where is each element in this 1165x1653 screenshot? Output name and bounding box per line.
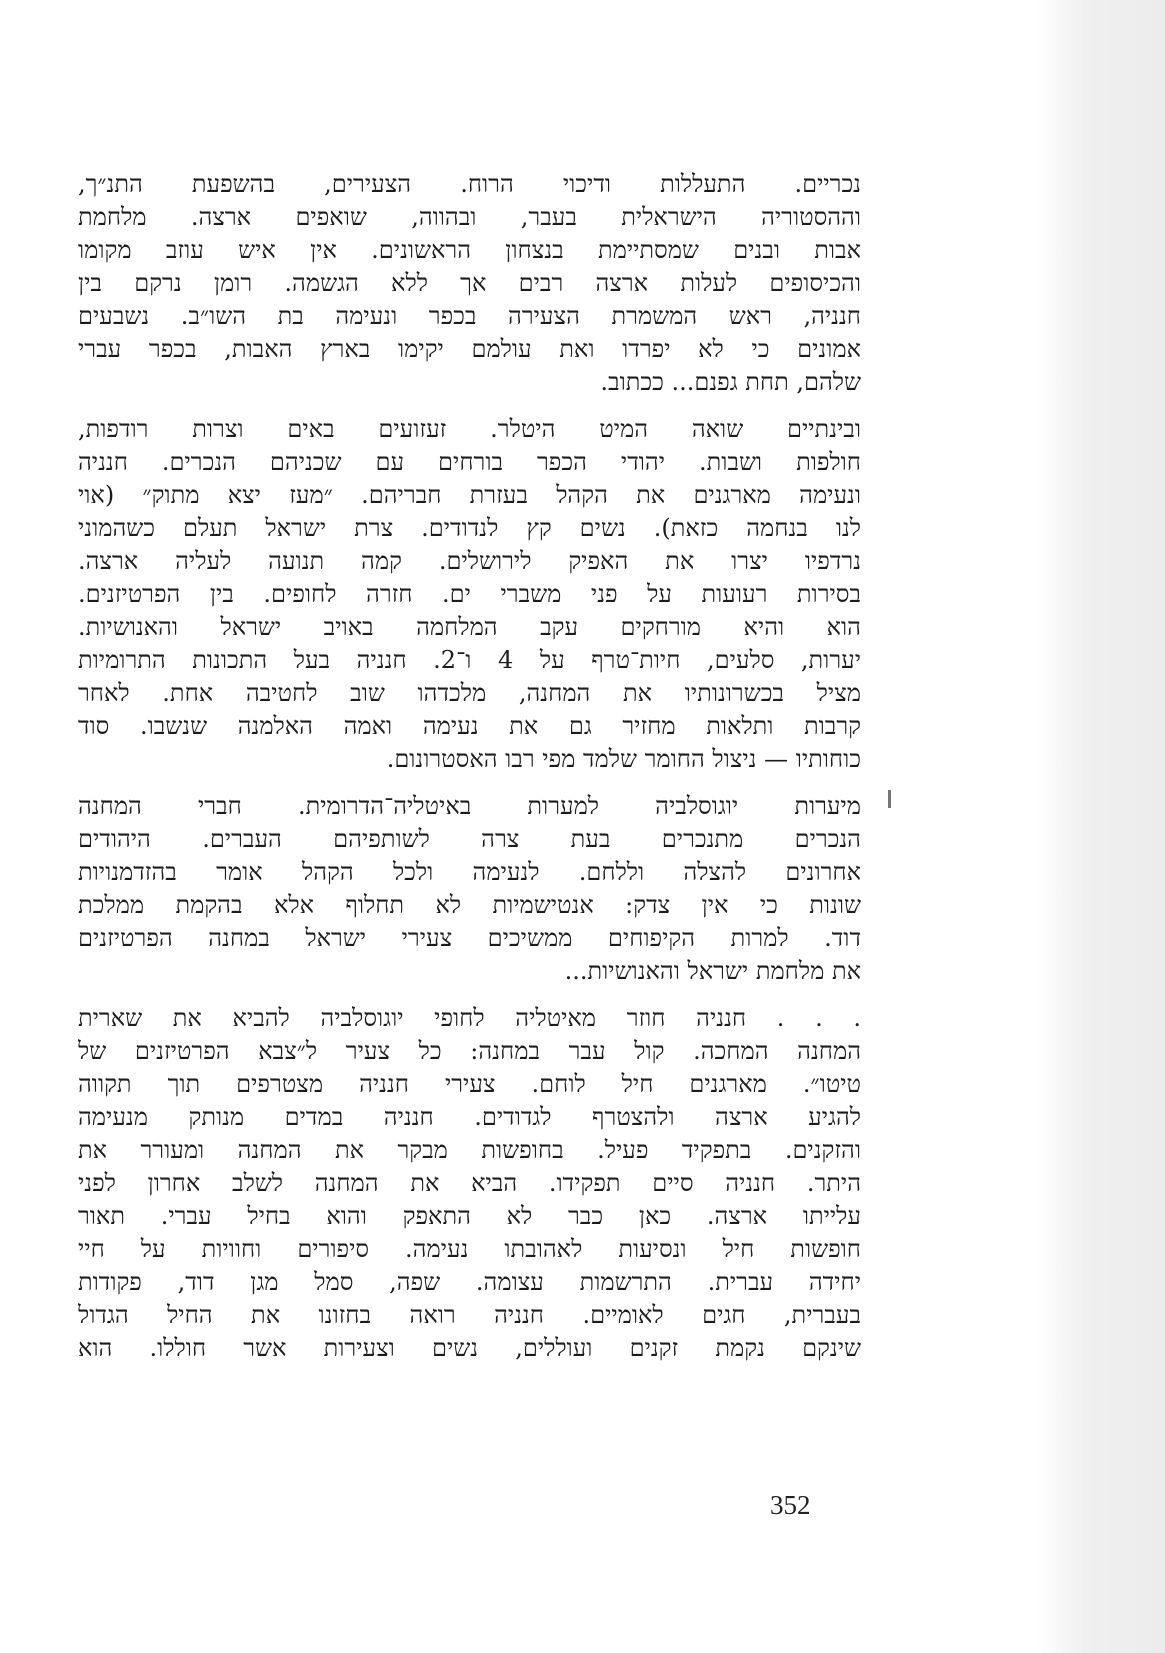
text-line: אחרונים להצלה וללחם. לנעימה ולכל הקהל אומר בהזדמנויות (78, 858, 861, 886)
text-line: היתר. חנניה סיים תפקידו. הביא את המחנה לשלב אחרון לפני (78, 1169, 861, 1197)
text-line: עלייתו ארצה. כאן כבר לא התאפק והוא בחיל עברי. תאור (78, 1202, 861, 1230)
text-line: אבות ובנים שמסתיימת בנצחון הראשונים. אין איש עוזב מקומו (78, 236, 861, 264)
text-line: מיערות יוגוסלביה למערות באיטליה־הדרומית. חברי המחנה (78, 792, 861, 820)
text-line: חנניה, ראש המשמרת הצעירה בכפר ונעימה בת השו״ב. נשבעים (78, 302, 861, 330)
text-line: הוא והיא מורחקים עקב המלחמה באויב ישראל והאנושיות. (78, 613, 861, 641)
text-line: וההסטוריה הישראלית בעבר, ובהווה, שואפים ארצה. מלחמת (78, 203, 861, 231)
text-line: והכיסופים לעלות ארצה רבים אך ללא הגשמה. רומן נרקם בין (78, 269, 861, 297)
text-line: כוחותיו — ניצול החומר שלמד מפי רבו האסטרונום. (386, 745, 861, 773)
text-line: נכריים. התעללות ודיכוי הרוח. הצעירים, בהשפעת התנ״ך, (78, 170, 861, 198)
margin-mark (888, 790, 891, 808)
paragraph-4 (78, 1002, 861, 1365)
text-line: המחנה המחכה. קול עבר במחנה: כל צעיר ל״צבא הפרטיזנים של (78, 1037, 861, 1065)
text-line: נרדפיו יצרו את האפיק לירושלים. קמה תנועה לעליה ארצה. (78, 547, 861, 575)
text-line: הנכרים מתנכרים בעת צרה לשותפיהם העברים. היהודים (78, 825, 861, 853)
text-line: . . . חנניה חוזר מאיטליה לחופי יוגוסלביה להביא את שארית (78, 1004, 861, 1032)
page-body (78, 168, 861, 1379)
text-line: ובינתיים שואה המיט היטלר. זעזועים באים וצרות רודפות, (78, 415, 861, 443)
paragraph-3 (78, 790, 861, 988)
text-line: יערות, סלעים, חיות־טרף על 4 ו־2. חנניה בעל התכונות התרומיות (78, 646, 861, 674)
text-line: שונות כי אין צדק: אנטישמיות לא תחלוף אלא בהקמת ממלכת (78, 891, 861, 919)
text-line: לנו בנחמה כזאת). נשים קץ לנדודים. צרת ישראל תעלם כשהמוני (78, 514, 861, 542)
text-line: ונעימה מארגנים את הקהל בעזרת חבריהם. ״מעז יצא מתוק״ (אוי (78, 481, 861, 509)
paragraph-2 (78, 413, 861, 776)
text-line: דוד. למרות הקיפוחים ממשיכים צעירי ישראל במחנה הפרטיזנים (78, 924, 861, 952)
text-line: מציל בכשרונותיו את המחנה, מלכדהו שוב לחטיבה אחת. לאחר (78, 679, 861, 707)
text-line: את מלחמת ישראל והאנושיות... (564, 957, 861, 985)
text-line: טיטו״. מארגנים חיל לוחם. צעירי חנניה מצטרפים תוך תקווה (78, 1070, 861, 1098)
text-line: שינקם נקמת זקנים ועוללים, נשים וצעירות אשר חוללו. הוא (78, 1334, 861, 1362)
paragraph-1 (78, 168, 861, 399)
text-line: להגיע ארצה ולהצטרף לגדודים. חנניה במדים מנותק מנעימה (78, 1103, 861, 1131)
page-number: 352 (770, 1490, 811, 1520)
scan-edge-shadow (1035, 0, 1165, 1653)
text-line: יחידה עברית. התרשמות עצומה. שפה, סמל מגן דוד, פקודות (78, 1268, 861, 1296)
text-line: בעברית, חגים לאומיים. חנניה רואה בחזונו את החיל הגדול (78, 1301, 861, 1329)
text-line: בסירות רעועות על פני משברי ים. חזרה לחופים. בין הפרטיזנים. (78, 580, 861, 608)
text-line: והזקנים. בתפקיד פעיל. בחופשות מבקר את המחנה ומעורר את (78, 1136, 861, 1164)
text-line: שלהם, תחת גפנם... ככתוב. (600, 368, 861, 396)
text-line: חולפות ושבות. יהודי הכפר בורחים עם שכניהם הנכרים. חנניה (78, 448, 861, 476)
text-line: קרבות ותלאות מחזיר גם את נעימה ואמה האלמנה שנשבו. סוד (78, 712, 861, 740)
text-line: אמונים כי לא יפרדו ואת עולמם יקימו בארץ האבות, בכפר עברי (78, 335, 861, 363)
text-line: חופשות חיל ונסיעות לאהובתו נעימה. סיפורים וחוויות על חיי (78, 1235, 861, 1263)
